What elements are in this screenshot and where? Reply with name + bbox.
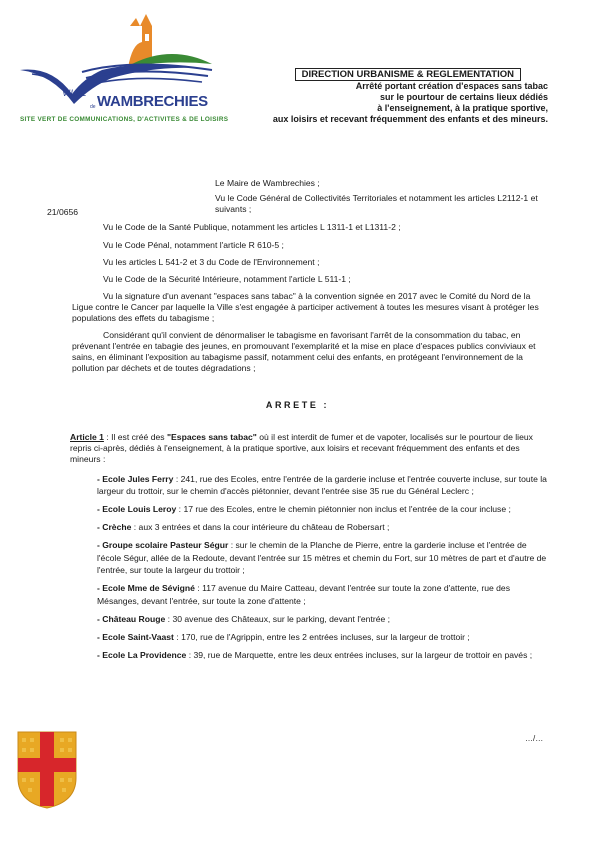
school-name: - Château Rouge	[97, 613, 166, 624]
logo-ville-text: VILLE	[62, 88, 87, 98]
vu-clause: Vu les articles L 541-2 et 3 du Code de l'Environnement ;	[103, 257, 320, 267]
list-item	[97, 613, 549, 625]
school-name: - Ecole Mme de Sévigné	[97, 583, 195, 594]
article-1-intro: : Il est créé des	[103, 432, 167, 442]
mayor-line: Le Maire de Wambrechies ;	[215, 178, 320, 188]
logo-de-text: de	[90, 104, 96, 110]
school-location: : 117 avenue du Maire Catteau, devant l'entrée sur toute la zone d'attente, rue des Mésanges, devant l'entrée, sur toute la zone d'attente ;	[97, 583, 510, 606]
subject-line: aux loisirs et recevant fréquemment des enfants et des mineurs.	[272, 114, 548, 124]
vu-clause: Vu le Code de la Santé Publique, notamment les articles L 1311-1 et L1311-2 ;	[103, 222, 401, 232]
school-name: - Groupe scolaire Pasteur Ségur	[97, 540, 229, 551]
list-item	[97, 582, 549, 607]
subject-line: sur le pourtour de certains lieux dédiés	[379, 92, 548, 102]
school-name: - Crèche	[97, 522, 132, 533]
logo-town-name: WAMBRECHIES	[97, 93, 208, 110]
list-item	[97, 503, 549, 515]
school-name: - Ecole Jules Ferry	[97, 474, 174, 484]
article-1-intro-cont: où il est interdit de fumer et de vapoter, localisés sur le pourtour de lieux repris ci-après, dédiés à l'enseignement, à la pratique sportive, aux loisirs et recevant fréquemment des enfants et des mineurs :	[70, 432, 533, 464]
logo-tagline: SITE VERT DE COMMUNICATIONS, D'ACTIVITES & DE LOISIRS	[20, 116, 229, 123]
list-item	[97, 521, 549, 533]
wambrechies-logo	[12, 8, 227, 126]
considerant-clause: Considérant qu'il convient de dénormaliser le tabagisme en favorisant l'arrêt de la consommation du tabac, en prévenant l'entrée en tabagie des jeunes, en promouvant l'exemplarité et la mise en place d'espaces publics conviviaux et sains, en éliminant l'exposition au tabagisme passif, notamment celui des enfants, en protégeant l'environnement de la pollution par déchets et de toutes dégradations ;	[72, 330, 536, 373]
school-location: : 30 avenue des Châteaux, sur le parking, devant l'entrée ;	[165, 613, 391, 624]
school-location: : aux 3 entrées et dans la cour intérieure du château de Robersart ;	[131, 522, 390, 533]
article-1-title: Article 1	[70, 432, 104, 442]
subject-line: à l'enseignement, à la pratique sportive,	[377, 103, 548, 113]
continuation-mark: …/…	[525, 734, 544, 743]
list-item	[97, 631, 549, 643]
school-location: : 241, rue des Ecoles, entre l'entrée de la garderie incluse et l'entrée couverte incluse, sur toute la largeur du trottoir, sur le chemin d'accès piétonnier, devant l'entrée sise 35 rue du Général Leclerc ;	[97, 474, 547, 497]
school-name: - Ecole Louis Leroy	[97, 504, 177, 515]
department-box: DIRECTION URBANISME & REGLEMENTATION	[295, 68, 521, 81]
arrete-heading: ARRETE :	[265, 400, 330, 410]
school-name: - Ecole Saint-Vaast	[97, 631, 174, 642]
school-name: - Ecole La Providence	[97, 649, 187, 660]
list-item	[97, 649, 549, 661]
list-item	[97, 473, 549, 498]
article-1	[70, 432, 542, 465]
decree-subject	[228, 81, 548, 125]
list-item	[97, 539, 549, 576]
coat-of-arms-icon	[16, 730, 78, 810]
vu-clause: Vu le Code de la Sécurité Intérieure, notamment l'article L 511-1 ;	[103, 274, 351, 284]
school-location: : sur le chemin de la Planche de Pierre, entre la garderie incluse et l'entrée de l'école Ségur, allée de la Redoute, devant l'entrée sur 15 mètres et chemin du Fort, sur 10 mètres de part et d'autre de l'entrée, sur toute la largeur du trottoir ;	[97, 540, 547, 576]
vu-clause: Vu la signature d'un avenant "espaces sans tabac" à la convention signée en 2017 avec le Comité du Nord de la Ligue contre le Cancer par laquelle la Ville s'est engagée à participer activement à toutes les mesures visant à protéger les populations des effets du tabagisme ;	[72, 291, 539, 323]
schools-list	[97, 473, 549, 667]
vu-clause: Vu le Code Général de Collectivités Territoriales et notamment les articles L2112-1 et suivants ;	[215, 193, 538, 214]
school-location: : 17 rue des Ecoles, entre le chemin piétonnier non inclus et l'entrée de la cour incluse ;	[176, 504, 511, 515]
article-1-highlight: "Espaces sans tabac"	[166, 432, 257, 442]
vu-clause: Vu le Code Pénal, notamment l'article R 610-5 ;	[103, 240, 284, 250]
decree-reference: 21/0656	[47, 207, 79, 217]
school-location: : 170, rue de l'Agrippin, entre les 2 entrées incluses, sur la largeur de trottoir ;	[173, 631, 470, 642]
subject-line: Arrêté portant création d'espaces sans tabac	[355, 81, 548, 91]
school-location: : 39, rue de Marquette, entre les deux entrées incluses, sur la largeur de trottoir en pavés ;	[186, 649, 533, 660]
